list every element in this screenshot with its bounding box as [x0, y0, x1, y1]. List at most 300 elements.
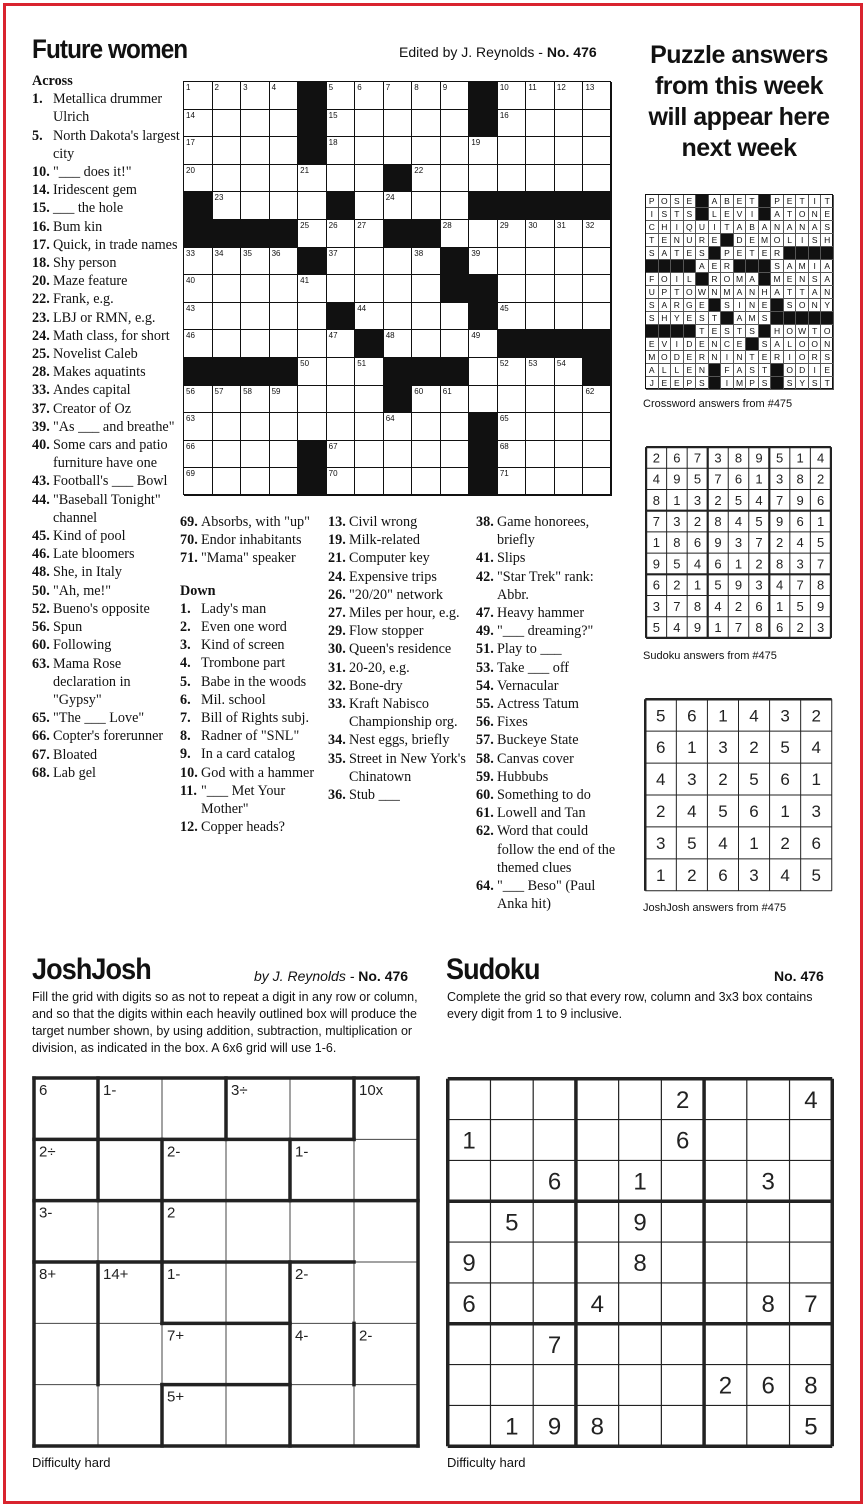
answer-cell	[796, 312, 809, 325]
crossword-cell[interactable]	[412, 441, 441, 469]
crossword-cell[interactable]: 24	[384, 192, 413, 220]
crossword-cell[interactable]: 11	[526, 82, 555, 110]
crossword-cell[interactable]	[298, 192, 327, 220]
grid-digit: 2	[775, 535, 784, 551]
crossword-cell[interactable]: 7	[384, 82, 413, 110]
grid-digit: 6	[780, 770, 790, 790]
answer-cell: E	[709, 234, 722, 247]
crossword-cell[interactable]: 8	[412, 82, 441, 110]
crossword-cell[interactable]: 19	[469, 137, 498, 165]
crossword-cell[interactable]	[441, 192, 470, 220]
crossword-cell[interactable]: 37	[327, 248, 356, 276]
crossword-cell[interactable]: 30	[526, 220, 555, 248]
crossword-cell[interactable]	[555, 165, 584, 193]
sudoku-instructions: Complete the grid so that every row, column and 3x3 box contains every digit from 1 to 9 inclusive.	[447, 990, 813, 1021]
grid-digit: 8	[817, 577, 825, 593]
answer-cell: H	[659, 312, 672, 325]
answer-cell: A	[771, 208, 784, 221]
crossword-cell[interactable]: 40	[184, 275, 213, 303]
crossword-cell[interactable]: 28	[441, 220, 470, 248]
crossword-cell[interactable]	[270, 468, 299, 496]
crossword-cell[interactable]	[270, 165, 299, 193]
crossword-cell[interactable]	[384, 248, 413, 276]
clue-item: 30. Queen's residence	[328, 641, 452, 658]
crossword-cell[interactable]	[384, 275, 413, 303]
crossword-cell[interactable]	[583, 413, 612, 441]
crossword-cell[interactable]	[270, 441, 299, 469]
crossword-cell[interactable]	[213, 137, 242, 165]
clue-item: 3. Kind of screen	[180, 637, 285, 654]
crossword-cell[interactable]: 34	[213, 248, 242, 276]
crossword-cell[interactable]	[213, 413, 242, 441]
grid-digit: 2	[693, 513, 702, 529]
answer-cell: A	[759, 221, 772, 234]
crossword-cell[interactable]: 65	[498, 413, 527, 441]
clue-item: 11. "___ Met Your Mother"	[180, 782, 286, 818]
crossword-cell[interactable]	[213, 165, 242, 193]
crossword-cell[interactable]	[241, 192, 270, 220]
clue-item: 67. Bloated	[32, 746, 98, 763]
crossword-cell[interactable]	[270, 275, 299, 303]
crossword-cell[interactable]: 43	[184, 303, 213, 331]
crossword-cell[interactable]: 70	[327, 468, 356, 496]
crossword-cell[interactable]	[555, 275, 584, 303]
crossword-cell[interactable]	[384, 110, 413, 138]
sudoku-grid[interactable]	[446, 1077, 834, 1448]
crossword-cell[interactable]: 60	[412, 386, 441, 414]
crossword-cell[interactable]	[327, 413, 356, 441]
crossword-cell[interactable]	[498, 248, 527, 276]
crossword-cell[interactable]	[241, 468, 270, 496]
crossword-cell[interactable]: 41	[298, 275, 327, 303]
crossword-cell[interactable]: 53	[526, 358, 555, 386]
crossword-cell[interactable]: 36	[270, 248, 299, 276]
crossword-cell[interactable]	[583, 275, 612, 303]
grid-digit: 6	[687, 706, 697, 726]
grid-digit: 8	[761, 1290, 775, 1318]
crossword-cell[interactable]	[526, 165, 555, 193]
crossword-cell[interactable]: 50	[298, 358, 327, 386]
clue-column-3	[328, 513, 474, 804]
crossword-cell[interactable]	[526, 275, 555, 303]
crossword-cell[interactable]	[241, 110, 270, 138]
answer-cell: A	[734, 364, 747, 377]
crossword-cell[interactable]	[355, 248, 384, 276]
answer-cell: O	[796, 338, 809, 351]
crossword-cell[interactable]	[555, 441, 584, 469]
answer-cell: P	[684, 377, 697, 390]
crossword-cell[interactable]	[412, 110, 441, 138]
crossword-cell[interactable]	[355, 413, 384, 441]
crossword-cell[interactable]	[384, 303, 413, 331]
crossword-cell[interactable]	[441, 441, 470, 469]
crossword-cell[interactable]	[441, 110, 470, 138]
answer-cell: L	[784, 234, 797, 247]
crossword-cell[interactable]: 5	[327, 82, 356, 110]
clue-item: 28. Makes aquatints	[32, 364, 146, 381]
crossword-cell[interactable]	[583, 248, 612, 276]
answer-cell: S	[759, 338, 772, 351]
crossword-cell[interactable]	[327, 358, 356, 386]
cage-target: 2-	[359, 1327, 373, 1345]
grid-digit: 7	[796, 577, 804, 593]
crossword-block	[184, 220, 213, 248]
crossword-cell[interactable]	[469, 386, 498, 414]
crossword-cell[interactable]	[327, 386, 356, 414]
crossword-cell[interactable]: 16	[498, 110, 527, 138]
sudoku-title: Sudoku	[446, 953, 540, 986]
grid-digit: 9	[462, 1250, 476, 1278]
crossword-cell[interactable]	[213, 330, 242, 358]
crossword-cell[interactable]: 38	[412, 248, 441, 276]
crossword-cell[interactable]	[298, 330, 327, 358]
answer-cell: M	[796, 260, 809, 273]
grid-digit: 9	[714, 535, 722, 551]
answer-cell: H	[821, 234, 834, 247]
answer-cell	[671, 325, 684, 338]
grid-digit: 6	[547, 1168, 562, 1196]
crossword-cell[interactable]	[412, 275, 441, 303]
grid-digit: 5	[652, 619, 660, 635]
answer-cell: I	[671, 338, 684, 351]
answer-cell: T	[709, 312, 722, 325]
crossword-cell[interactable]: 35	[241, 248, 270, 276]
crossword-cell[interactable]	[412, 468, 441, 496]
crossword-cell[interactable]	[555, 248, 584, 276]
crossword-cell[interactable]	[213, 468, 242, 496]
crossword-block	[213, 358, 242, 386]
crossword-cell[interactable]: 29	[498, 220, 527, 248]
answer-cell: O	[659, 273, 672, 286]
answer-cell: Y	[796, 377, 809, 390]
answer-cell: E	[821, 208, 834, 221]
crossword-cell[interactable]	[526, 110, 555, 138]
grid-digit: 8	[693, 598, 702, 614]
answer-cell	[771, 312, 784, 325]
answer-cell: S	[696, 312, 709, 325]
grid-digit: 7	[734, 619, 743, 635]
crossword-cell[interactable]: 39	[469, 248, 498, 276]
answer-cell: R	[721, 260, 734, 273]
cage-target: 1-	[295, 1143, 309, 1161]
answer-cell: I	[734, 299, 747, 312]
crossword-cell[interactable]	[355, 441, 384, 469]
crossword-cell[interactable]	[355, 275, 384, 303]
answer-cell: T	[759, 364, 772, 377]
crossword-cell[interactable]: 57	[213, 386, 242, 414]
answer-cell: H	[771, 325, 784, 338]
crossword-cell[interactable]	[298, 413, 327, 441]
answer-cell	[709, 377, 722, 390]
clue-item: 46. Late bloomers	[32, 546, 135, 563]
crossword-cell[interactable]	[412, 192, 441, 220]
crossword-cell[interactable]	[241, 137, 270, 165]
crossword-cell[interactable]	[241, 413, 270, 441]
answer-cell: T	[746, 195, 759, 208]
crossword-cell[interactable]	[441, 330, 470, 358]
crossword-cell[interactable]: 25	[298, 220, 327, 248]
answer-cell: M	[746, 312, 759, 325]
crossword-cell[interactable]: 15	[327, 110, 356, 138]
clue-item: 24. Expensive trips	[328, 568, 437, 585]
grid-digit: 5	[656, 706, 666, 726]
crossword-cell[interactable]	[498, 165, 527, 193]
crossword-cell[interactable]: 9	[441, 82, 470, 110]
down-heading: Down	[180, 582, 216, 599]
crossword-cell[interactable]	[441, 303, 470, 331]
crossword-cell[interactable]: 22	[412, 165, 441, 193]
crossword-cell[interactable]	[498, 275, 527, 303]
crossword-cell[interactable]: 17	[184, 137, 213, 165]
answer-cell: I	[796, 234, 809, 247]
crossword-cell[interactable]: 21	[298, 165, 327, 193]
grid-digit: 7	[714, 471, 722, 487]
crossword-block	[184, 358, 213, 386]
crossword-cell[interactable]	[241, 275, 270, 303]
answer-cell: U	[696, 221, 709, 234]
crossword-cell[interactable]: 2	[213, 82, 242, 110]
answer-cell: T	[746, 247, 759, 260]
crossword-cell[interactable]	[583, 137, 612, 165]
answer-cell	[659, 325, 672, 338]
crossword-cell[interactable]: 52	[498, 358, 527, 386]
crossword-cell[interactable]	[270, 330, 299, 358]
crossword-cell[interactable]: 44	[355, 303, 384, 331]
crossword-cell[interactable]	[526, 468, 555, 496]
crossword-cell[interactable]	[412, 413, 441, 441]
crossword-cell[interactable]	[213, 275, 242, 303]
answer-cell: A	[771, 286, 784, 299]
crossword-cell[interactable]	[270, 192, 299, 220]
crossword-cell[interactable]: 56	[184, 386, 213, 414]
grid-digit: 8	[590, 1413, 604, 1441]
crossword-cell[interactable]: 71	[498, 468, 527, 496]
crossword-cell[interactable]: 66	[184, 441, 213, 469]
grid-digit: 6	[676, 1127, 690, 1155]
crossword-cell[interactable]	[241, 165, 270, 193]
crossword-cell[interactable]	[355, 110, 384, 138]
answer-cell: L	[671, 364, 684, 377]
crossword-cell[interactable]	[270, 413, 299, 441]
answer-cell: A	[821, 273, 834, 286]
answer-cell: E	[759, 247, 772, 260]
answer-cell: S	[659, 208, 672, 221]
grid-digit: 5	[734, 492, 743, 508]
crossword-cell[interactable]	[384, 468, 413, 496]
answer-cell: A	[784, 221, 797, 234]
answer-cell: E	[709, 325, 722, 338]
crossword-cell[interactable]	[526, 137, 555, 165]
grid-digit: 6	[652, 577, 660, 593]
clue-column-2	[180, 513, 328, 836]
crossword-cell[interactable]	[555, 413, 584, 441]
crossword-cell[interactable]: 10	[498, 82, 527, 110]
crossword-block	[241, 358, 270, 386]
crossword-answers-caption: Crossword answers from #475	[643, 398, 793, 410]
crossword-cell[interactable]	[555, 137, 584, 165]
crossword-cell[interactable]: 4	[270, 82, 299, 110]
answer-cell: S	[784, 299, 797, 312]
grid-digit: 3	[714, 450, 722, 466]
crossword-cell[interactable]	[555, 303, 584, 331]
crossword-cell[interactable]: 51	[355, 358, 384, 386]
crossword-cell[interactable]	[384, 137, 413, 165]
crossword-cell[interactable]	[213, 303, 242, 331]
crossword-cell[interactable]	[355, 386, 384, 414]
crossword-cell[interactable]	[355, 137, 384, 165]
crossword-cell[interactable]	[526, 303, 555, 331]
crossword-cell[interactable]: 49	[469, 330, 498, 358]
crossword-cell[interactable]: 63	[184, 413, 213, 441]
crossword-cell[interactable]	[583, 468, 612, 496]
grid-digit: 5	[687, 833, 697, 853]
cage-target: 10x	[359, 1082, 384, 1099]
crossword-cell[interactable]: 27	[355, 220, 384, 248]
clue-item: 7. Bill of Rights subj.	[180, 710, 309, 727]
crossword-cell[interactable]	[441, 165, 470, 193]
answer-cell: S	[671, 195, 684, 208]
grid-digit: 6	[718, 865, 728, 885]
crossword-cell[interactable]	[583, 441, 612, 469]
crossword-cell[interactable]: 26	[327, 220, 356, 248]
grid-digit: 1	[687, 738, 697, 758]
crossword-cell[interactable]	[469, 358, 498, 386]
answer-cell: S	[646, 247, 659, 260]
crossword-cell[interactable]: 12	[555, 82, 584, 110]
crossword-cell[interactable]: 31	[555, 220, 584, 248]
crossword-cell[interactable]	[441, 413, 470, 441]
joshjosh-instructions: Fill the grid with digits so as not to repeat a digit in any row or column, and so that the digits within each heavily outlined box will produce the target number shown, by using addition, subtraction, multiplication or division, as indicated in the box. A 6x6 grid will use 1-6.	[32, 990, 418, 1055]
crossword-cell[interactable]	[355, 468, 384, 496]
answer-cell: R	[709, 273, 722, 286]
grid-digit: 3	[673, 513, 681, 529]
crossword-cell[interactable]	[241, 303, 270, 331]
cage-target: 7+	[167, 1327, 185, 1345]
answer-cell	[784, 312, 797, 325]
clue-item: 5. North Dakota's largest city	[32, 127, 180, 162]
crossword-cell[interactable]	[298, 303, 327, 331]
answer-cell: N	[809, 299, 822, 312]
crossword-cell[interactable]: 62	[583, 386, 612, 414]
answer-cell: W	[696, 286, 709, 299]
answer-cell: N	[696, 364, 709, 377]
crossword-cell[interactable]	[355, 165, 384, 193]
answer-cell	[759, 273, 772, 286]
crossword-cell[interactable]: 23	[213, 192, 242, 220]
crossword-cell[interactable]	[441, 468, 470, 496]
grid-digit: 7	[755, 535, 763, 551]
cage-target: 3÷	[231, 1082, 248, 1099]
crossword-cell[interactable]	[270, 303, 299, 331]
grid-digit: 9	[775, 513, 784, 529]
answer-cell: I	[746, 208, 759, 221]
crossword-cell[interactable]	[270, 137, 299, 165]
crossword-cell[interactable]: 58	[241, 386, 270, 414]
crossword-cell[interactable]: 46	[184, 330, 213, 358]
clue-item: 66. Copter's forerunner	[32, 728, 164, 745]
crossword-cell[interactable]	[213, 441, 242, 469]
crossword-cell[interactable]: 6	[355, 82, 384, 110]
crossword-cell[interactable]: 48	[384, 330, 413, 358]
crossword-cell[interactable]	[498, 137, 527, 165]
crossword-cell[interactable]	[412, 137, 441, 165]
answer-cell: M	[734, 377, 747, 390]
crossword-cell[interactable]	[555, 110, 584, 138]
clue-item: 1. Lady's man	[180, 600, 267, 617]
crossword-cell[interactable]: 47	[327, 330, 356, 358]
crossword-cell[interactable]: 61	[441, 386, 470, 414]
crossword-cell[interactable]: 45	[498, 303, 527, 331]
answer-cell: D	[796, 364, 809, 377]
crossword-cell[interactable]	[384, 441, 413, 469]
crossword-block	[184, 192, 213, 220]
crossword-cell[interactable]	[555, 386, 584, 414]
grid-digit: 4	[718, 833, 728, 853]
crossword-cell[interactable]: 59	[270, 386, 299, 414]
crossword-cell[interactable]	[526, 441, 555, 469]
crossword-cell[interactable]: 13	[583, 82, 612, 110]
crossword-cell[interactable]	[583, 165, 612, 193]
crossword-cell[interactable]: 54	[555, 358, 584, 386]
crossword-cell[interactable]	[355, 192, 384, 220]
crossword-cell[interactable]	[498, 386, 527, 414]
grid-digit: 1	[796, 450, 804, 466]
answer-cell: F	[646, 273, 659, 286]
crossword-cell[interactable]	[469, 220, 498, 248]
crossword-cell[interactable]: 68	[498, 441, 527, 469]
crossword-cell[interactable]: 32	[583, 220, 612, 248]
crossword-cell[interactable]	[583, 303, 612, 331]
crossword-cell[interactable]	[270, 110, 299, 138]
crossword-cell[interactable]	[526, 413, 555, 441]
crossword-cell[interactable]: 14	[184, 110, 213, 138]
crossword-cell[interactable]: 64	[384, 413, 413, 441]
crossword-cell[interactable]: 33	[184, 248, 213, 276]
crossword-cell[interactable]: 20	[184, 165, 213, 193]
answer-cell: O	[771, 234, 784, 247]
answer-cell: D	[684, 338, 697, 351]
answer-cell: T	[784, 208, 797, 221]
crossword-cell[interactable]: 1	[184, 82, 213, 110]
clue-item: 33. Kraft Nabisco Championship org.	[328, 696, 458, 731]
crossword-cell[interactable]	[469, 165, 498, 193]
grid-digit: 5	[505, 1209, 519, 1237]
crossword-cell[interactable]: 69	[184, 468, 213, 496]
crossword-cell[interactable]	[298, 386, 327, 414]
crossword-cell[interactable]	[526, 386, 555, 414]
crossword-cell[interactable]	[412, 330, 441, 358]
crossword-cell[interactable]	[327, 275, 356, 303]
crossword-cell[interactable]: 67	[327, 441, 356, 469]
answer-cell: N	[709, 338, 722, 351]
grid-digit: 3	[817, 619, 825, 635]
crossword-cell[interactable]	[555, 468, 584, 496]
crossword-cell[interactable]	[526, 248, 555, 276]
crossword-cell[interactable]: 3	[241, 82, 270, 110]
crossword-cell[interactable]	[327, 165, 356, 193]
crossword-cell[interactable]	[583, 110, 612, 138]
across-clues	[32, 72, 180, 782]
crossword-cell[interactable]	[241, 330, 270, 358]
crossword-cell[interactable]: 18	[327, 137, 356, 165]
answer-cell	[696, 273, 709, 286]
crossword-cell[interactable]	[441, 137, 470, 165]
joshjosh-grid[interactable]	[32, 1076, 420, 1448]
crossword-cell[interactable]	[213, 110, 242, 138]
crossword-block	[526, 330, 555, 358]
crossword-cell[interactable]	[241, 441, 270, 469]
crossword-cell[interactable]	[412, 303, 441, 331]
